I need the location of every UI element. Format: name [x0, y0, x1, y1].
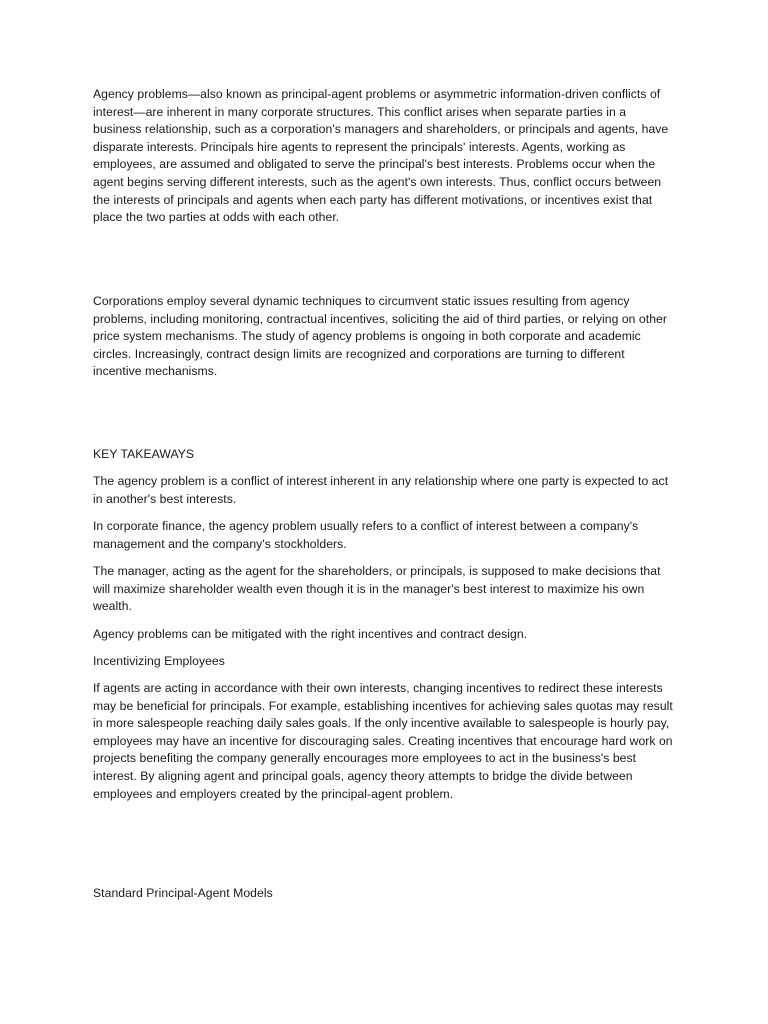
- takeaway-1: The agency problem is a conflict of interest inherent in any relationship where one party is expected to act in another's best interests.: [93, 474, 669, 506]
- takeaway-2: In corporate finance, the agency problem usually refers to a conflict of interest between a company's management and the company's stockholders.: [93, 519, 639, 551]
- incentivizing-paragraph: If agents are acting in accordance with their own interests, changing incentives to redirect these interests may be beneficial for principals. For example, establishing incentives for achieving sales quotas may result in more salespeople reaching daily sales goals. If the only incentive available to salespeople is hourly pay, employees may have an incentive for discouraging sales. Creating incentives that encourage hard work on projects benefiting the company generally encourages more employees to act in the business's best interest. By aligning agent and principal goals, agency theory attempts to bridge the divide between employees and employers created by the principal-agent problem.: [93, 681, 673, 801]
- takeaway-3: The manager, acting as the agent for the shareholders, or principals, is supposed to make decisions that will maximize shareholder wealth even though it is in the manager's best interest to maximize his own wealth.: [93, 564, 661, 614]
- takeaway-4: Agency problems can be mitigated with the right incentives and contract design.: [93, 627, 528, 641]
- key-takeaways-heading: KEY TAKEAWAYS: [93, 447, 195, 461]
- intro-paragraph: Agency problems—also known as principal-agent problems or asymmetric information-driven conflicts of interest—are inherent in many corporate structures. This conflict arises when separate parties in a business relationship, such as a corporation's managers and shareholders, or principals and agents, have disparate interests. Principals hire agents to represent the principals' interests. Agents, working as employees, are assumed and obligated to serve the principal's best interests. Problems occur when the agent begins serving different interests, such as the agent's own interests. Thus, conflict occurs between the interests of principals and agents when each party has different motivations, or incentives exist that place the two parties at odds with each other.: [93, 87, 669, 225]
- corporations-paragraph: Corporations employ several dynamic techniques to circumvent static issues resulting from agency problems, including monitoring, contractual incentives, soliciting the aid of third parties, or relying on other price system mechanisms. The study of agency problems is ongoing in both corporate and academic circles. Increasingly, contract design limits are recognized and corporations are turning to different incentive mechanisms.: [93, 294, 667, 379]
- standard-models-heading: Standard Principal-Agent Models: [93, 886, 273, 900]
- incentivizing-heading: Incentivizing Employees: [93, 654, 225, 668]
